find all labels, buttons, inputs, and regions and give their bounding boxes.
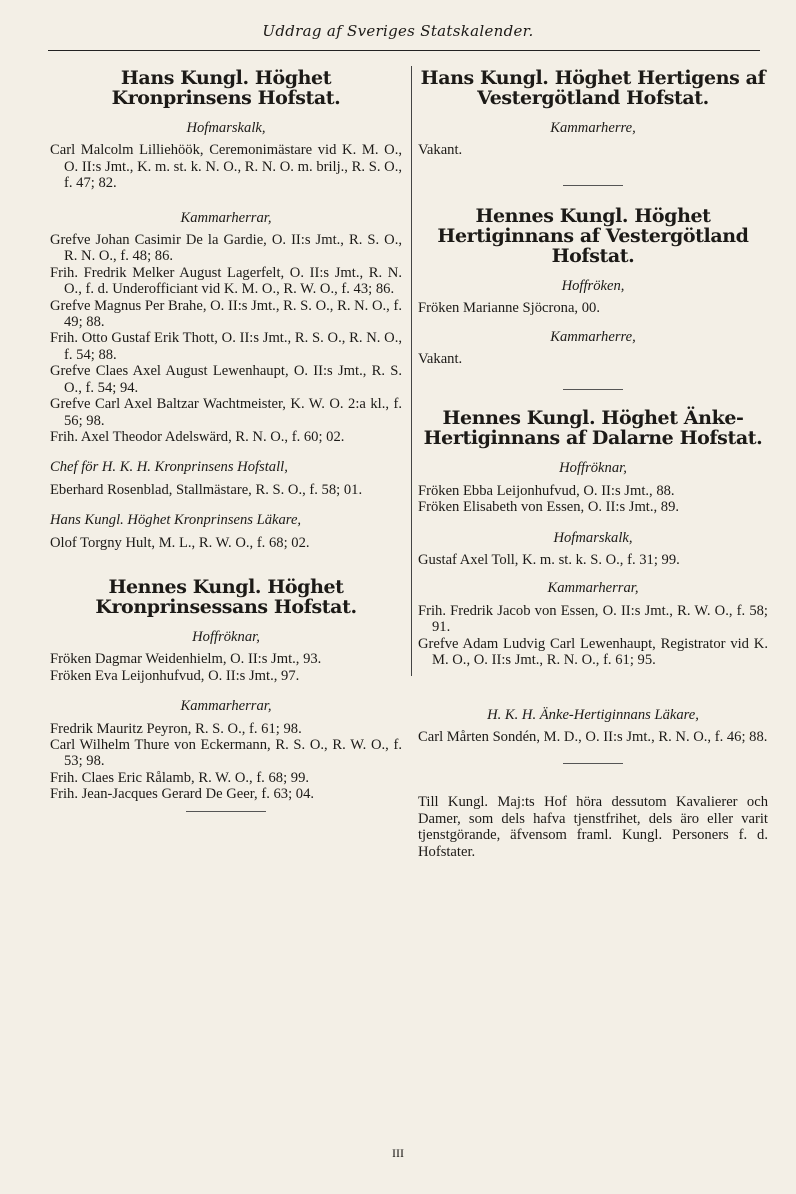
closing-note: Till Kungl. Maj:ts Hof höra dessutom Kavalierer och Damer, som dels hafva tjenstfrihet, dels äro eller varit tjenstgörande, äfvensom framl. Kungl. Personers f. d. Hofstater. (418, 794, 768, 860)
subheading-hoffroknar: Hoffröknar, (559, 460, 627, 477)
section-title-kronprinsessans-hofstat: Hennes Kungl. Höghet Kronprinsessans Hofstat. (95, 575, 357, 618)
entry: Vakant. (418, 351, 463, 368)
subheading-hofmarskalk: Hofmarskalk, (186, 120, 266, 136)
entry: Frih. Axel Theodor Adelswärd, R. N. O., f. 60; 02. (50, 428, 345, 445)
entry: Fredrik Mauritz Peyron, R. S. O., f. 61; 98. (50, 720, 302, 737)
subheading-kammarherrar: Kammarherrar, (547, 580, 639, 597)
subheading-hoffroken: Hoffröken, (561, 277, 625, 294)
entry: Eberhard Rosenblad, Stallmästare, R. S. O., f. 58; 01. (50, 481, 363, 498)
subheading-hofmarskalk: Hofmarskalk, (553, 529, 633, 546)
entry: Fröken Eva Leijonhufvud, O. II:s Jmt., 97. (50, 667, 300, 684)
running-head: Uddrag af Sveriges Statskalender. (262, 22, 534, 40)
subheading-kammarherre: Kammarherre, (550, 120, 636, 136)
entry: Fröken Elisabeth von Essen, O. II:s Jmt., 89. (418, 499, 680, 516)
entry: Carl Malcolm Lilliehöök, Ceremonimästare vid K. M. O., O. II:s Jmt., K. m. st. k. N. O., R. N. O. m. brilj., R. S. O., f. 47; 82. (50, 142, 402, 192)
section-rule (563, 389, 623, 390)
entry: Carl Wilhelm Thure von Eckermann, R. S. O., R. W. O., f. 53; 98. (50, 736, 402, 770)
entry: Frih. Jean-Jacques Gerard De Geer, f. 63; 04. (50, 786, 315, 803)
section-title-kronprinsens-hofstat: Hans Kungl. Höghet Kronprinsens Hofstat. (111, 67, 341, 109)
page-number: III (392, 1146, 404, 1160)
section-title-hertigens-hofstat: Hans Kungl. Höghet Hertigens af Vestergötland Hofstat. (420, 67, 766, 109)
section-title-anke-hertiginnans-hofstat: Hennes Kungl. Höghet Änke-Hertiginnans af Dalarne Hofstat. (423, 407, 763, 450)
entry: Vakant. (418, 142, 463, 159)
header-rule (48, 50, 760, 51)
entry: Fröken Ebba Leijonhufvud, O. II:s Jmt., 88. (418, 482, 675, 499)
subheading-lakare: H. K. H. Änke-Hertiginnans Läkare, (487, 706, 699, 723)
entry: Carl Mårten Sondén, M. D., O. II:s Jmt., R. N. O., f. 46; 88. (418, 728, 768, 745)
entry: Grefve Adam Ludvig Carl Lewenhaupt, Registrator vid K. M. O., O. II:s Jmt., R. N. O., f. 61; 95. (418, 635, 768, 669)
entry: Grefve Magnus Per Brahe, O. II:s Jmt., R. S. O., R. N. O., f. 49; 88. (50, 297, 402, 331)
entry: Frih. Fredrik Melker August Lagerfelt, O. II:s Jmt., R. N. O., f. d. Underofficiant vid K. M. O., R. W. O., f. 43; 86. (50, 264, 402, 298)
subheading-kammarherrar: Kammarherrar, (180, 698, 272, 715)
subheading-kammarherrar: Kammarherrar, (180, 209, 272, 226)
entry: Fröken Dagmar Weidenhielm, O. II:s Jmt., 93. (50, 651, 322, 668)
section-title-hertiginnans-hofstat: Hennes Kungl. Höghet Hertiginnans af Vestergötland Hofstat. (437, 204, 749, 267)
left-column (50, 68, 402, 832)
entry: Grefve Johan Casimir De la Gardie, O. II:s Jmt., R. S. O., R. N. O., f. 48; 86. (50, 232, 402, 265)
entry: Gustaf Axel Toll, K. m. st. k. S. O., f. 31; 99. (418, 552, 680, 569)
subheading-hoffroknar: Hoffröknar, (192, 628, 260, 645)
section-rule (563, 185, 623, 186)
section-rule (186, 811, 266, 812)
subheading-kammarherre: Kammarherre, (550, 328, 636, 345)
entry: Frih. Otto Gustaf Erik Thott, O. II:s Jmt., R. S. O., R. N. O., f. 54; 88. (50, 330, 402, 363)
entry: Frih. Claes Eric Rålamb, R. W. O., f. 68; 99. (50, 769, 310, 786)
right-column (418, 68, 768, 860)
entry: Frih. Fredrik Jacob von Essen, O. II:s Jmt., R. W. O., f. 58; 91. (418, 602, 768, 636)
entry: Fröken Marianne Sjöcrona, 00. (418, 300, 600, 317)
subheading-chef-hofstall: Chef för H. K. H. Kronprinsens Hofstall, (50, 459, 288, 476)
subheading-lakare: Hans Kungl. Höghet Kronprinsens Läkare, (50, 512, 302, 529)
entry: Olof Torgny Hult, M. L., R. W. O., f. 68; 02. (50, 534, 310, 551)
entry: Grefve Carl Axel Baltzar Wachtmeister, K. W. O. 2:a kl., f. 56; 98. (50, 396, 402, 429)
column-divider (411, 66, 412, 676)
section-rule (563, 763, 623, 764)
entry: Grefve Claes Axel August Lewenhaupt, O. II:s Jmt., R. S. O., f. 54; 94. (50, 363, 402, 396)
